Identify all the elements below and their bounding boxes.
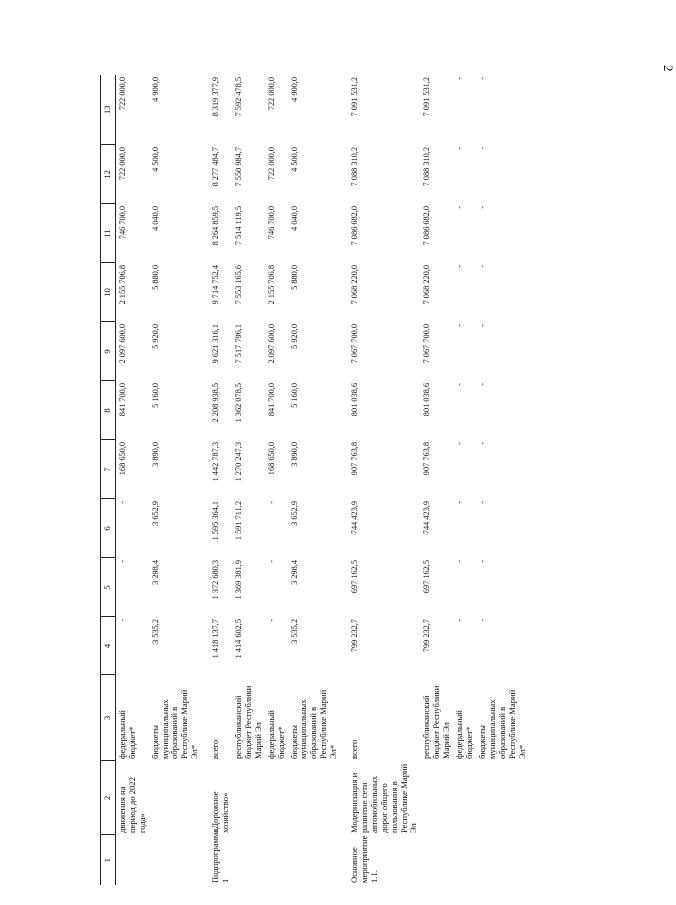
amount-cell: 722 000,0 [117, 77, 127, 111]
amount-cell: 7 088 310,2 [422, 147, 432, 187]
funding-source-cell: всего [349, 739, 360, 759]
amount-cell: 7 086 682,0 [350, 206, 360, 246]
amount-cell: - [117, 560, 127, 563]
program-level-cell [232, 835, 265, 885]
amount-cell: 5 880,0 [150, 265, 160, 290]
program-level-cell [476, 835, 529, 885]
program-level-cell [115, 835, 148, 885]
program-level-cell [420, 835, 453, 885]
amount-cell: 9 714 752,4 [211, 265, 221, 305]
amount-cell: 841 700,0 [266, 383, 276, 417]
amount-cell: 7 068 220,0 [350, 265, 360, 305]
amount-cell: - [477, 324, 487, 327]
amount-cell: 168 650,0 [117, 442, 127, 476]
column-number: 5 [101, 558, 116, 617]
column-number: 8 [101, 381, 116, 440]
amount-cell: 2 155 706,8 [266, 265, 276, 305]
table-row [115, 75, 148, 885]
program-level-cell [265, 835, 288, 885]
amount-cell: 2 097 600,0 [117, 324, 127, 364]
amount-cell: 5 880,0 [289, 265, 299, 290]
program-name-cell [453, 761, 476, 835]
amount-cell: 3 535,2 [289, 619, 299, 644]
amount-cell: - [117, 501, 127, 504]
amount-cell: 5 920,0 [150, 324, 160, 349]
program-name-cell [420, 761, 453, 835]
amount-cell: 1 270 247,3 [233, 442, 243, 482]
amount-cell: 3 652,9 [289, 501, 299, 526]
amount-cell: - [477, 619, 487, 622]
column-number: 3 [101, 675, 116, 761]
amount-cell: - [477, 383, 487, 386]
amount-cell: 744 423,9 [350, 501, 360, 535]
amount-cell: 1 362 078,5 [233, 383, 243, 423]
amount-cell: 7 514 119,5 [233, 206, 243, 246]
amount-cell: 4 900,0 [150, 77, 160, 102]
column-number: 6 [101, 499, 116, 558]
amount-cell: 697 162,5 [350, 560, 360, 594]
amount-cell: 7 086 682,0 [422, 206, 432, 246]
amount-cell: 799 232,7 [350, 619, 360, 653]
column-number: 13 [101, 75, 116, 145]
column-number: 2 [101, 761, 116, 835]
amount-cell: 5 160,0 [289, 383, 299, 408]
amount-cell: 7 091 531,2 [350, 77, 360, 117]
amount-cell: - [266, 501, 276, 504]
column-number: 12 [101, 145, 116, 204]
amount-cell: - [477, 77, 487, 80]
amount-cell: - [455, 560, 465, 563]
amount-cell: 7 550 984,7 [233, 147, 243, 187]
amount-cell: 7 592 478,5 [233, 77, 243, 117]
amount-cell: - [455, 147, 465, 150]
amount-cell: 7 091 531,2 [422, 77, 432, 117]
amount-cell: 1 372 680,3 [211, 560, 221, 600]
funding-source-cell: всего [210, 739, 221, 759]
amount-cell: - [477, 560, 487, 563]
amount-cell: 697 162,5 [422, 560, 432, 594]
funding-source-cell: бюджеты муниципальных образований в Республике Марий Эл* [149, 689, 200, 759]
program-level-cell [149, 835, 202, 885]
funding-source-cell: федеральный бюджет* [454, 710, 474, 759]
amount-cell: 4 500,0 [289, 147, 299, 172]
budget-table [100, 75, 528, 885]
amount-cell: - [455, 619, 465, 622]
funding-source-cell: республиканский бюджет Республики Марий Эл [421, 685, 452, 759]
amount-cell: 4 900,0 [289, 77, 299, 102]
table-body [101, 75, 529, 885]
amount-cell: 5 160,0 [150, 383, 160, 408]
amount-cell: 3 298,4 [150, 560, 160, 585]
amount-cell: - [117, 619, 127, 622]
table-row [340, 75, 420, 885]
amount-cell: 7 067 700,0 [422, 324, 432, 364]
amount-cell: 1 595 364,1 [211, 501, 221, 541]
column-number: 11 [101, 204, 116, 263]
table-row [265, 75, 288, 885]
amount-cell: 3 890,0 [289, 442, 299, 467]
amount-cell: 722 000,0 [266, 77, 276, 111]
program-name-cell [265, 761, 288, 835]
table-row [149, 75, 202, 885]
amount-cell: - [477, 442, 487, 445]
amount-cell: 799 232,7 [422, 619, 432, 653]
amount-cell: 746 700,0 [266, 206, 276, 240]
column-number: 9 [101, 322, 116, 381]
amount-cell: 746 700,0 [117, 206, 127, 240]
column-number: 4 [101, 617, 116, 675]
program-name-cell [476, 761, 529, 835]
table-row [420, 75, 453, 885]
amount-cell: - [266, 619, 276, 622]
amount-cell: 4 040,0 [289, 206, 299, 231]
funding-source-cell: федеральный бюджет* [265, 710, 286, 759]
program-name-cell [149, 761, 202, 835]
amount-cell: 722 000,0 [266, 147, 276, 181]
amount-cell: 4 500,0 [150, 147, 160, 172]
program-name-cell [288, 761, 341, 835]
funding-source-cell: республиканский бюджет Республики Марий Эл [232, 685, 263, 759]
amount-cell: 3 535,2 [150, 619, 160, 644]
amount-cell: 2 097 600,0 [266, 324, 276, 364]
amount-cell: - [455, 206, 465, 209]
amount-cell: 1 442 787,3 [211, 442, 221, 482]
amount-cell: 801 038,6 [350, 383, 360, 417]
amount-cell: 722 000,0 [117, 147, 127, 181]
funding-source-cell: бюджеты муниципальных образований в Республике Марий Эл* [476, 689, 527, 759]
amount-cell: 8 264 859,5 [211, 206, 221, 246]
table-row [476, 75, 529, 885]
amount-cell: 3 652,9 [150, 501, 160, 526]
program-level-cell [453, 835, 476, 885]
amount-cell: 7 088 310,2 [350, 147, 360, 187]
amount-cell: 4 040,0 [150, 206, 160, 231]
amount-cell: 3 298,4 [289, 560, 299, 585]
program-level-cell: Основное мероприятие 1.1. [349, 835, 379, 883]
amount-cell: 5 920,0 [289, 324, 299, 349]
amount-cell: - [477, 206, 487, 209]
table-row [288, 75, 341, 885]
amount-cell: 744 423,9 [422, 501, 432, 535]
column-number: 10 [101, 263, 116, 322]
amount-cell: - [455, 442, 465, 445]
column-number: 1 [101, 835, 116, 885]
amount-cell: 1 591 711,2 [233, 501, 243, 541]
table-row [232, 75, 265, 885]
funding-source-cell: федеральный бюджет* [116, 710, 137, 759]
amount-cell: - [266, 560, 276, 563]
amount-cell: 8 319 377,9 [211, 77, 221, 117]
amount-cell: 907 763,8 [422, 442, 432, 476]
amount-cell: - [455, 383, 465, 386]
amount-cell: 907 763,8 [350, 442, 360, 476]
page-number: 2 [661, 65, 676, 72]
rotated-table-container [100, 77, 625, 885]
amount-cell: 2 208 938,5 [211, 383, 221, 423]
amount-cell: - [477, 265, 487, 268]
program-name-cell: Модернизация и развитие сети автомобильных дорог общего пользования в Республике Марий Эл [349, 763, 419, 833]
program-name-cell: движения на период до 2022 года» [116, 777, 147, 833]
amount-cell: - [455, 324, 465, 327]
program-name-cell: «Дорожное хозяйство» [210, 791, 231, 833]
amount-cell: 1 369 381,9 [233, 560, 243, 600]
amount-cell: 7 553 165,6 [233, 265, 243, 305]
amount-cell: - [455, 501, 465, 504]
amount-cell: 801 038,6 [422, 383, 432, 417]
column-number: 7 [101, 440, 116, 499]
table-row [453, 75, 476, 885]
program-level-cell: Подпрограмма 1 [210, 828, 231, 883]
amount-cell: - [477, 147, 487, 150]
column-number-row [101, 75, 116, 885]
program-name-cell [232, 761, 265, 835]
amount-cell: 7 067 700,0 [350, 324, 360, 364]
amount-cell: - [455, 77, 465, 80]
amount-cell: 1 418 137,7 [211, 619, 221, 659]
amount-cell: 2 155 706,8 [117, 265, 127, 305]
amount-cell: 8 277 484,7 [211, 147, 221, 187]
amount-cell: 7 068 220,0 [422, 265, 432, 305]
amount-cell: 3 890,0 [150, 442, 160, 467]
program-level-cell [288, 835, 341, 885]
funding-source-cell: бюджеты муниципальных образований в Республике Марий Эл* [288, 689, 339, 759]
amount-cell: 168 650,0 [266, 442, 276, 476]
amount-cell: 9 621 316,1 [211, 324, 221, 364]
amount-cell: - [455, 265, 465, 268]
amount-cell: 1 414 602,5 [233, 619, 243, 659]
table-row [201, 75, 232, 885]
amount-cell: 7 517 796,1 [233, 324, 243, 364]
amount-cell: 841 700,0 [117, 383, 127, 417]
amount-cell: - [477, 501, 487, 504]
